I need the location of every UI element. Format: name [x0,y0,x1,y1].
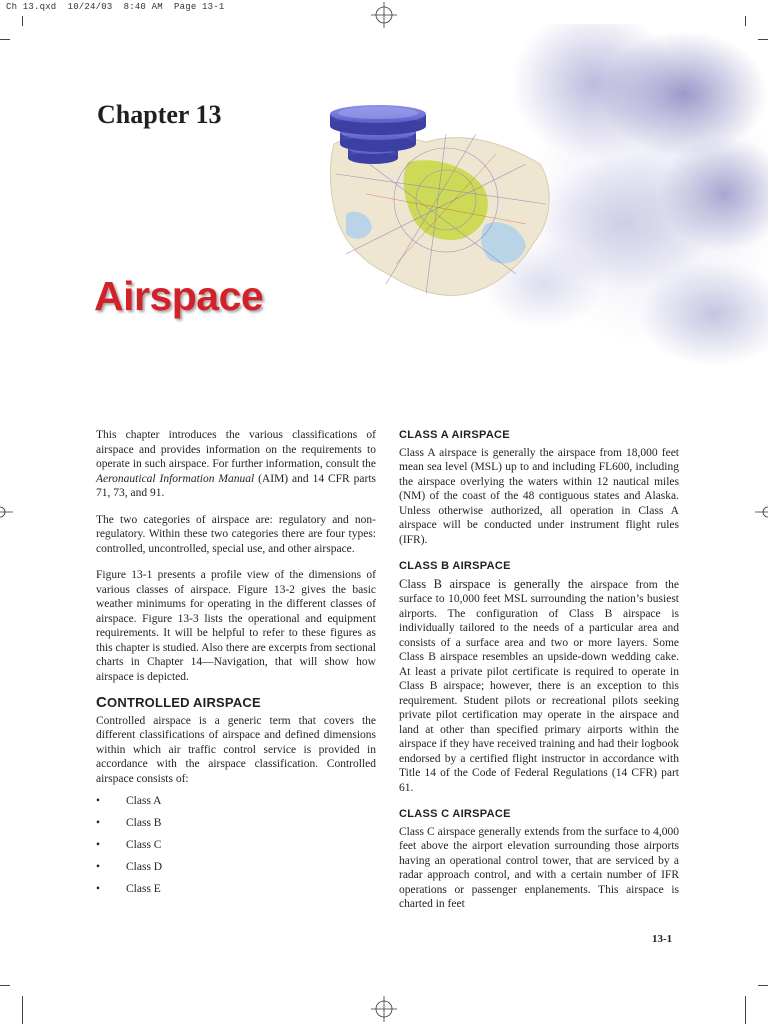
controlled-airspace-body: Controlled airspace is a generic term that covers the different classifications of airspace and defined dimensions within which air traffic control service is provided in accordance with the airspace classification. Controlled airspace consists of: [96,714,376,785]
intro-paragraph-1: This chapter introduces the various classifications of airspace and provides information on the requirements to operate in such airspace. For further information, consult the Aeronautical Information Manual (AIM) and 14 CFR parts 71, 73, and 91. [96,429,376,499]
class-b-body: Class B airspace is generally the airspace from the surface to 10,000 feet MSL surrounding the nation’s busiest airports. The configuration of Class B airspace is individually tailored to the needs of a particular area and consists of a surface area and two or more layers. Some Class B airspace resembles an upside-down wedding cake. At least a private pilot certificate is required to operate in Class B airspace; however, there is an exception to this requirement. Student pilots or recreational pilots seeking private pilot certification may operate in the airspace and land at other than specified primary airports within the airspace if they have received training and had their logbook endorsed by a certified flight instructor in accordance with Title 14 of the Code of Federal Regulations (14 CFR) part 61. [399,576,680,794]
airspace-map-illustration [326,104,558,302]
crop-mark [22,996,23,1024]
list-item: • Class D [96,861,163,873]
airspace-display-title-text: Airspace [94,273,264,319]
registration-crosshair-icon [755,499,768,525]
crop-mark [0,985,10,986]
registration-crosshair-icon [371,2,397,28]
registration-crosshair-icon [0,499,13,525]
class-a-heading: CLASS A AIRSPACE [399,429,510,441]
page-number: 13-1 [652,933,673,945]
airspace-display-title [92,268,298,328]
class-c-heading: CLASS C AIRSPACE [399,808,511,820]
controlled-airspace-heading: CONTROLLED AIRSPACE [96,694,261,711]
class-a-body: Class A airspace is generally the airspace from 18,000 feet mean sea level (MSL) up to and including FL600, including the airspace overlying the waters within 12 nautical miles (NM) of the coast of the 48 contiguous states and Alaska. Unless otherwise authorized, all operation in Class A airspace will be conducted under instrument flight rules (IFR). [399,446,679,546]
class-c-body: Class C airspace generally extends from the surface to 4,000 feet above the airport elevation surrounding those airports having an operational control tower, that are serviced by a radar approach control, and with a certain number of IFR operations or passenger enplanements. This airspace is charted in feet [399,825,679,910]
left-column [96,428,376,904]
chapter-title: Chapter 13 [97,100,222,129]
crop-mark [758,985,768,986]
intro-paragraph-3: Figure 13-1 presents a profile view of the dimensions of various classes of airspace. Figure 13-2 gives the basic weather minimums for operating in the different classes of airspace. Figure 13-3 lists the operational and equipment requirements. It will be helpful to refer to these figures as this chapter is studied. Also there are excerpts from sectional charts in Chapter 14—Navigation, that will show how airspace is depicted. [96,569,376,683]
crop-mark [22,16,23,26]
aim-title: Aeronautical Information Manual [96,472,255,485]
intro-paragraph-2: The two categories of airspace are: regulatory and non-regulatory. Within these two categories there are four types: controlled, uncontrolled, special use, and other airspace. [96,513,376,555]
crop-mark [745,996,746,1024]
list-item: • Class B [96,817,162,829]
print-slug: Ch 13.qxd 10/24/03 8:40 AM Page 13-1 [6,2,225,12]
crop-mark [0,39,10,40]
list-item: • Class A [96,795,162,807]
controlled-airspace-list [96,794,376,897]
list-item: • Class E [96,883,161,895]
list-item: • Class C [96,839,162,851]
registration-crosshair-icon [371,996,397,1022]
right-column [399,428,679,924]
class-b-heading: CLASS B AIRSPACE [399,560,511,572]
